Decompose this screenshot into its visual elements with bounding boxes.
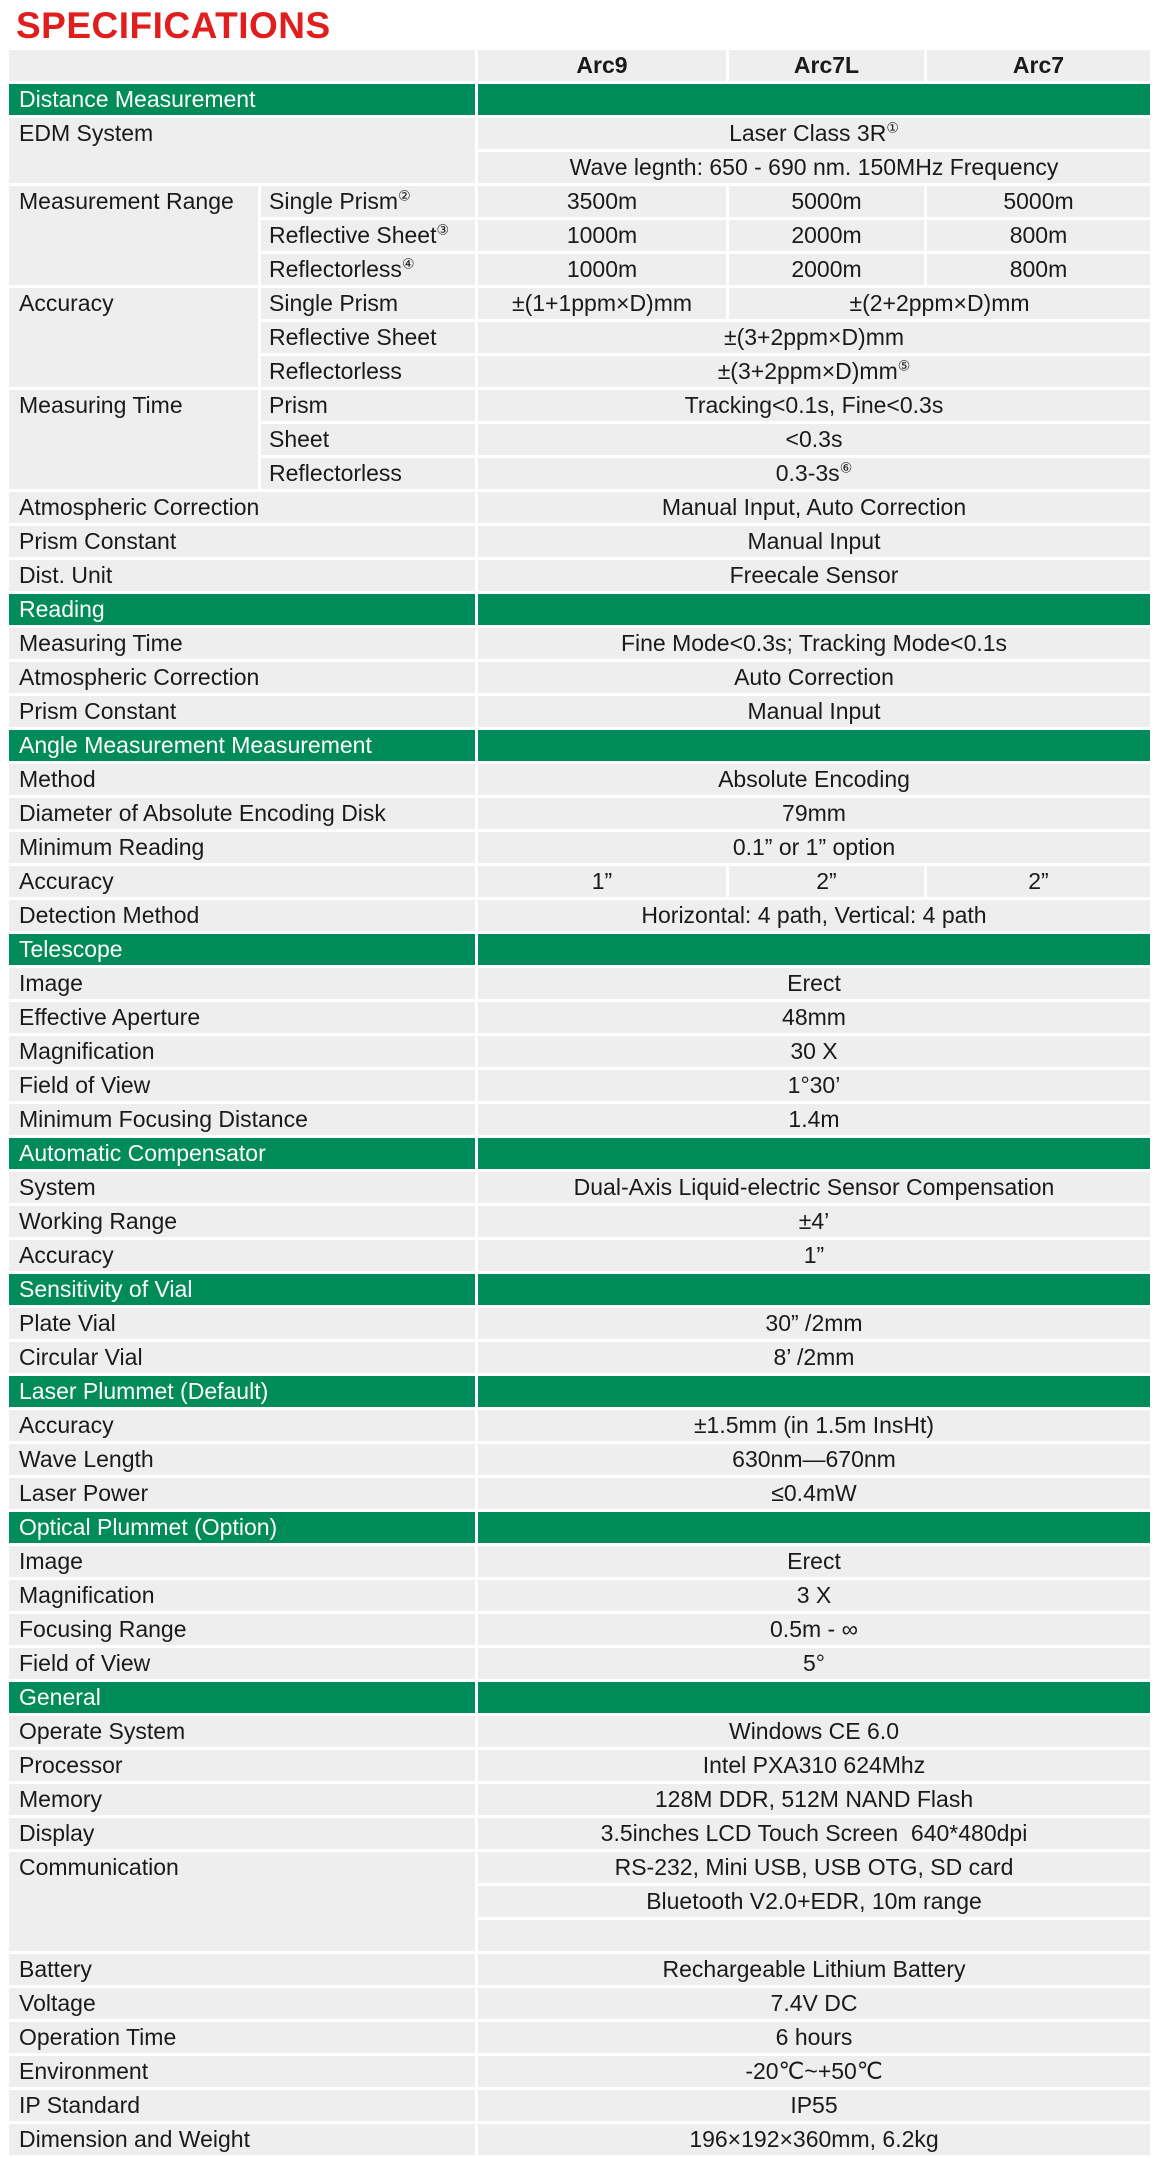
column-header-arc7l: Arc7L [729,50,927,84]
spec-row [9,1002,1153,1036]
spec-value: Bluetooth V2.0+EDR, 10m range [478,1886,1153,1920]
spec-row [9,492,1153,526]
column-header-row [9,50,1153,84]
spec-value: ±(3+2ppm×D)mm [478,322,1153,356]
spec-label: Processor [9,1750,478,1784]
spec-value: 7.4V DC [478,1988,1153,2022]
spec-label: Image [9,1546,478,1580]
spec-label: Prism Constant [9,696,478,730]
spec-sublabel: Reflectorless [261,356,478,390]
section-title: Distance Measurement [9,84,478,118]
spec-value: ±(2+2ppm×D)mm [729,288,1153,322]
spec-label: Operate System [9,1716,478,1750]
spec-label: Voltage [9,1988,478,2022]
section-title: Optical Plummet (Option) [9,1512,478,1546]
spec-value: 0.1” or 1” option [478,832,1153,866]
spec-label: Memory [9,1784,478,1818]
spec-value-arc9: ±(1+1ppm×D)mm [478,288,729,322]
spec-row [9,1784,1153,1818]
spec-sublabel: Reflectorless [261,458,478,492]
spec-row [9,832,1153,866]
spec-row [9,764,1153,798]
spec-row [9,1546,1153,1580]
spec-value: Manual Input [478,526,1153,560]
spec-row [9,1614,1153,1648]
spec-value-arc7: 5000m [927,186,1153,220]
spec-sublabel: Single Prism② [261,186,478,220]
spec-label: Method [9,764,478,798]
spec-row [9,1410,1153,1444]
spec-value-arc9: 1” [478,866,729,900]
spec-label: Laser Power [9,1478,478,1512]
spec-value: Horizontal: 4 path, Vertical: 4 path [478,900,1153,934]
spec-row [9,560,1153,594]
section-title: General [9,1682,478,1716]
footnote-mark: ① [886,119,899,136]
section-header [9,1512,1153,1546]
spec-label: Plate Vial [9,1308,478,1342]
spec-value: Erect [478,968,1153,1002]
spec-row [9,186,1153,220]
spec-row [9,1206,1153,1240]
spec-label: Accuracy [9,1240,478,1274]
section-header [9,730,1153,764]
spec-row [9,390,1153,424]
spec-value: Dual-Axis Liquid-electric Sensor Compensation [478,1172,1153,1206]
spec-row [9,1478,1153,1512]
spec-sublabel: Single Prism [261,288,478,322]
spec-value: Intel PXA310 624Mhz [478,1750,1153,1784]
spec-row [9,1852,1153,1886]
spec-value-arc7l: 2000m [729,254,927,288]
spec-value: 1°30’ [478,1070,1153,1104]
spec-row [9,628,1153,662]
spec-value: IP55 [478,2090,1153,2124]
spec-label: Prism Constant [9,526,478,560]
section-title: Automatic Compensator [9,1138,478,1172]
spec-value: 196×192×360mm, 6.2kg [478,2124,1153,2158]
spec-label: Atmospheric Correction [9,492,478,526]
spec-value-arc9: 1000m [478,220,729,254]
spec-label: EDM System [9,118,478,186]
spec-label: Minimum Reading [9,832,478,866]
spec-value: Manual Input, Auto Correction [478,492,1153,526]
spec-label: Accuracy [9,866,478,900]
spec-value-arc7l: 5000m [729,186,927,220]
spec-row [9,1818,1153,1852]
spec-row [9,1104,1153,1138]
spec-value: Freecale Sensor [478,560,1153,594]
spec-label: Measurement Range [9,186,261,288]
spec-value-arc9: 1000m [478,254,729,288]
spec-label: Circular Vial [9,1342,478,1376]
spec-value-arc7l: 2000m [729,220,927,254]
spec-row [9,526,1153,560]
spec-label: Magnification [9,1580,478,1614]
section-header [9,1376,1153,1410]
spec-value: 30 X [478,1036,1153,1070]
footnote-mark: ③ [436,221,450,238]
spec-value: 1” [478,1240,1153,1274]
spec-value: 5° [478,1648,1153,1682]
spec-sublabel: Prism [261,390,478,424]
spec-sublabel: Sheet [261,424,478,458]
spec-row [9,2124,1153,2158]
spec-row [9,1036,1153,1070]
section-title: Telescope [9,934,478,968]
spec-value: ≤0.4mW [478,1478,1153,1512]
spec-row [9,1342,1153,1376]
spec-value: Wave legnth: 650 - 690 nm. 150MHz Frequency [478,152,1153,186]
spec-label: Field of View [9,1648,478,1682]
section-title: Sensitivity of Vial [9,1274,478,1308]
spec-row [9,1988,1153,2022]
spec-row [9,1240,1153,1274]
spec-value-arc9: 3500m [478,186,729,220]
spec-label: Focusing Range [9,1614,478,1648]
spec-value: 6 hours [478,2022,1153,2056]
section-title: Laser Plummet (Default) [9,1376,478,1410]
spec-row [9,118,1153,152]
spec-label: System [9,1172,478,1206]
spec-sublabel: Reflective Sheet③ [261,220,478,254]
spec-value: 30” /2mm [478,1308,1153,1342]
spec-value: Fine Mode<0.3s; Tracking Mode<0.1s [478,628,1153,662]
header-blank-cell [9,50,478,84]
spec-label: Accuracy [9,288,261,390]
spec-value: <0.3s [478,424,1153,458]
spec-row [9,2090,1153,2124]
spec-value: Laser Class 3R① [478,118,1153,152]
column-header-arc7: Arc7 [927,50,1153,84]
spec-row [9,1648,1153,1682]
spec-value: 79mm [478,798,1153,832]
spec-value-empty [478,1920,1153,1954]
spec-label: Accuracy [9,1410,478,1444]
section-title: Reading [9,594,478,628]
section-header [9,84,1153,118]
spec-value: 3 X [478,1580,1153,1614]
spec-row [9,1954,1153,1988]
spec-row [9,1308,1153,1342]
spec-label: Display [9,1818,478,1852]
spec-value: 3.5inches LCD Touch Screen 640*480dpi [478,1818,1153,1852]
spec-value: 128M DDR, 512M NAND Flash [478,1784,1153,1818]
column-header-arc9: Arc9 [478,50,729,84]
spec-label: Magnification [9,1036,478,1070]
spec-row [9,798,1153,832]
spec-label: Dist. Unit [9,560,478,594]
specifications-table [9,50,1153,2158]
spec-value: 0.3-3s⑥ [478,458,1153,492]
spec-label: Image [9,968,478,1002]
spec-value: Erect [478,1546,1153,1580]
spec-label: Measuring Time [9,390,261,492]
spec-value-arc7l: 2” [729,866,927,900]
spec-value: Manual Input [478,696,1153,730]
spec-value-arc7: 800m [927,254,1153,288]
spec-value: 48mm [478,1002,1153,1036]
spec-value: 1.4m [478,1104,1153,1138]
spec-row [9,1070,1153,1104]
spec-value-arc7: 800m [927,220,1153,254]
spec-label: Wave Length [9,1444,478,1478]
spec-value: Rechargeable Lithium Battery [478,1954,1153,1988]
spec-value: ±1.5mm (in 1.5m InsHt) [478,1410,1153,1444]
spec-value-arc7: 2” [927,866,1153,900]
section-header [9,934,1153,968]
spec-row [9,662,1153,696]
spec-label: Effective Aperture [9,1002,478,1036]
spec-value: -20℃~+50℃ [478,2056,1153,2090]
spec-label: Operation Time [9,2022,478,2056]
spec-row [9,1444,1153,1478]
spec-label: IP Standard [9,2090,478,2124]
footnote-mark: ⑥ [839,459,853,476]
spec-value: Tracking<0.1s, Fine<0.3s [478,390,1153,424]
page-title: SPECIFICATIONS [16,5,331,46]
spec-label: Battery [9,1954,478,1988]
spec-row [9,288,1153,322]
spec-label: Minimum Focusing Distance [9,1104,478,1138]
spec-row [9,1580,1153,1614]
spec-row [9,1172,1153,1206]
section-title: Angle Measurement Measurement [9,730,478,764]
spec-label: Diameter of Absolute Encoding Disk [9,798,478,832]
spec-value: Auto Correction [478,662,1153,696]
footnote-mark: ② [398,187,411,204]
spec-value: 0.5m - ∞ [478,1614,1153,1648]
spec-row [9,2022,1153,2056]
spec-row [9,1716,1153,1750]
spec-label: Communication [9,1852,478,1954]
footnote-mark: ④ [401,255,415,272]
spec-value: 8’ /2mm [478,1342,1153,1376]
spec-label: Field of View [9,1070,478,1104]
footnote-mark: ⑤ [897,357,911,374]
spec-label: Atmospheric Correction [9,662,478,696]
spec-value: ±(3+2ppm×D)mm⑤ [478,356,1153,390]
spec-label: Dimension and Weight [9,2124,478,2158]
spec-label: Working Range [9,1206,478,1240]
spec-row [9,2056,1153,2090]
section-header [9,1682,1153,1716]
spec-label: Environment [9,2056,478,2090]
spec-row [9,968,1153,1002]
spec-sublabel: Reflectorless④ [261,254,478,288]
spec-label: Detection Method [9,900,478,934]
spec-value: RS-232, Mini USB, USB OTG, SD card [478,1852,1153,1886]
spec-row [9,900,1153,934]
spec-value: 630nm—670nm [478,1444,1153,1478]
spec-row [9,1750,1153,1784]
spec-label: Measuring Time [9,628,478,662]
spec-value: ±4’ [478,1206,1153,1240]
spec-value: Windows CE 6.0 [478,1716,1153,1750]
section-header [9,1274,1153,1308]
section-header [9,1138,1153,1172]
section-header [9,594,1153,628]
spec-value: Absolute Encoding [478,764,1153,798]
spec-sublabel: Reflective Sheet [261,322,478,356]
spec-row [9,866,1153,900]
spec-row [9,696,1153,730]
